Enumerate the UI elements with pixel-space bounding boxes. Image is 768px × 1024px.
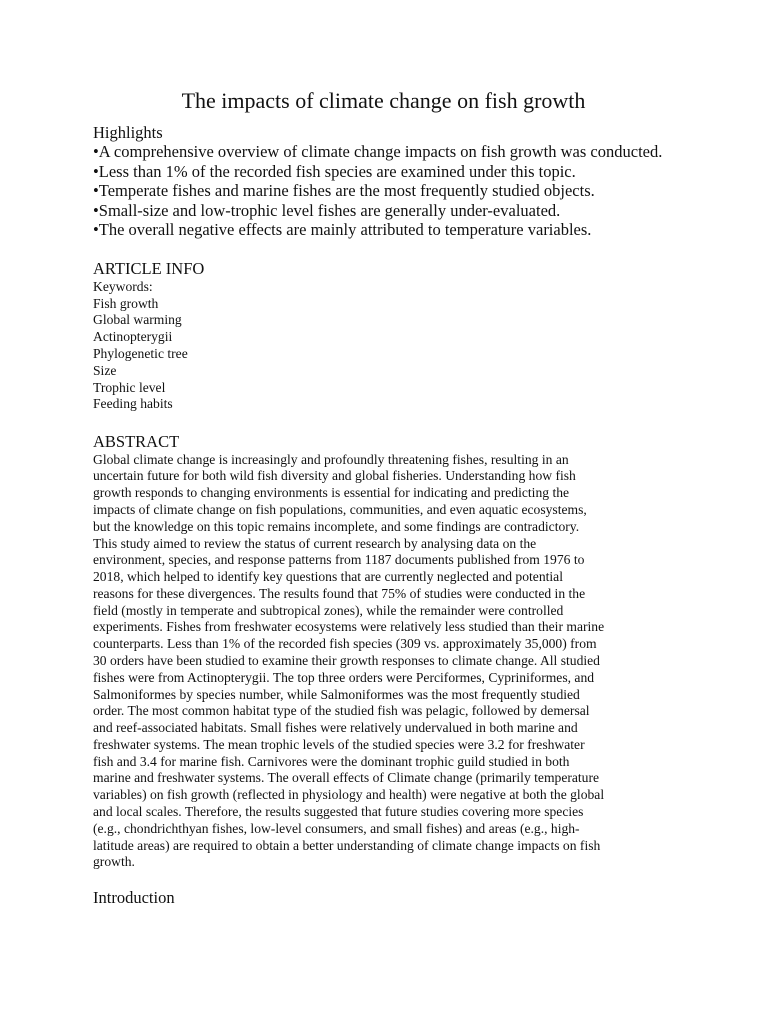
abstract-line: Salmoniformes by species number, while Salmoniformes was the most frequently studied: [93, 686, 580, 702]
keyword-item: Size: [93, 362, 117, 378]
highlights-list: [93, 142, 674, 239]
abstract-line: order. The most common habitat type of the studied fish was pelagic, followed by demersal: [93, 703, 590, 719]
abstract-line: latitude areas) are required to obtain a better understanding of climate change impacts on fish: [93, 837, 601, 853]
abstract-line: uncertain future for both wild fish diversity and global fisheries. Understanding how fish: [93, 468, 576, 484]
section-spacer: [93, 239, 674, 259]
highlight-item: • The overall negative effects are mainly attributed to temperature variables.: [93, 220, 674, 239]
abstract-line: fishes were from Actinopterygii. The top three orders were Perciformes, Cypriniformes, and: [93, 669, 595, 685]
section-spacer: [93, 871, 674, 888]
abstract-line: 2018, which helped to identify key questions that are currently neglected and potential: [93, 569, 563, 585]
abstract-line: This study aimed to review the status of current research by analysing data on the: [93, 535, 537, 551]
abstract-line: field (mostly in temperate and subtropical zones), while the remainder were controlled: [93, 602, 564, 618]
highlights-heading: Highlights: [93, 123, 163, 142]
abstract-line: Global climate change is increasingly and profoundly threatening fishes, resulting in an: [93, 451, 569, 467]
abstract-line: freshwater systems. The mean trophic levels of the studied species were 3.2 for freshwater: [93, 736, 585, 752]
abstract-line: impacts of climate change on fish populations, communities, and even aquatic ecosystems,: [93, 501, 587, 517]
keywords-list: [93, 296, 674, 414]
document-title: The impacts of climate change on fish growth: [181, 88, 586, 113]
abstract-line: variables) on fish growth (reflected in physiology and health) were negative at both the global: [93, 787, 605, 803]
abstract-line: growth responds to changing environments is essential for indicating and predicting the: [93, 485, 570, 501]
article-info-heading: ARTICLE INFO: [93, 259, 205, 279]
abstract-line: and local scales. Therefore, the results suggested that future studies covering more species: [93, 804, 584, 820]
abstract-line: environment, species, and response patterns from 1187 documents published from 1976 to: [93, 552, 585, 568]
abstract-line: and reef-associated habitats. Small fishes were relatively undervalued in both marine and: [93, 720, 578, 736]
highlight-item: • A comprehensive overview of climate change impacts on fish growth was conducted.: [93, 142, 674, 161]
abstract-line: (e.g., chondrichthyan fishes, low-level consumers, and small fishes) and areas (e.g., high-: [93, 820, 580, 836]
keywords-label: Keywords:: [93, 278, 153, 294]
abstract-line: reasons for these divergences. The results found that 75% of studies were conducted in the: [93, 585, 586, 601]
abstract-line: counterparts. Less than 1% of the recorded fish species (309 vs. approximately 35,000) from: [93, 636, 597, 652]
abstract-line: marine and freshwater systems. The overall effects of Climate change (primarily temperature: [93, 770, 600, 786]
abstract-line: experiments. Fishes from freshwater ecosystems were relatively less studied than their marine: [93, 619, 605, 635]
abstract-heading: ABSTRACT: [93, 432, 180, 452]
keyword-item: Actinopterygii: [93, 329, 173, 345]
abstract-line: but the knowledge on this topic remains incomplete, and some findings are contradictory.: [93, 518, 580, 534]
section-spacer: [93, 413, 674, 432]
keyword-item: Feeding habits: [93, 396, 173, 412]
highlight-item: • Temperate fishes and marine fishes are the most frequently studied objects.: [93, 181, 674, 200]
abstract-line: growth.: [93, 854, 135, 870]
abstract-line: 30 orders have been studied to examine their growth responses to climate change. All studied: [93, 653, 600, 668]
keyword-item: Global warming: [93, 312, 182, 328]
abstract-line: fish and 3.4 for marine fish. Carnivores were the dominant trophic guild studied in both: [93, 753, 570, 769]
keyword-item: Fish growth: [93, 295, 159, 311]
introduction-heading: Introduction: [93, 888, 175, 908]
abstract-body: [93, 452, 674, 872]
highlight-item: • Small-size and low-trophic level fishes are generally under-evaluated.: [93, 201, 674, 220]
document-page: [93, 86, 674, 908]
keyword-item: Phylogenetic tree: [93, 346, 188, 362]
keyword-item: Trophic level: [93, 379, 166, 395]
highlight-item: • Less than 1% of the recorded fish species are examined under this topic.: [93, 162, 674, 181]
